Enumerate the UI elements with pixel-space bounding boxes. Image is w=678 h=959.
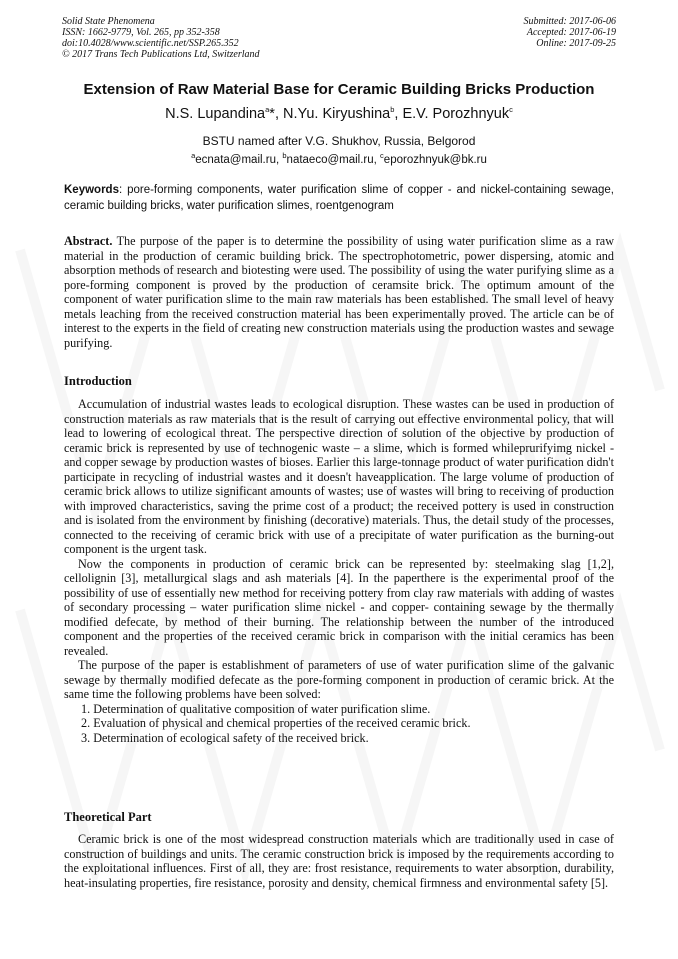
theoretical-body: [64, 832, 614, 890]
email-link[interactable]: eporozhnyuk@bk.ru: [383, 154, 487, 166]
author-superscript: c: [509, 105, 513, 115]
list-item: 3. Determination of ecological safety of the received brick.: [81, 730, 369, 745]
abstract-label: Abstract.: [64, 234, 113, 248]
paragraph: Now the components in production of ceramic brick can be represented by: steelmaking slag [1,2], cellolignin [3], metallurgical slags and ash materials [4]. In the paperthere is the experimental proof of the possibility of use of essentially new method for receiving pottery from clay raw materials with adding of wastes of secondary processing – water purification slime nickel - and copper- containing sewage by the thermally modified defecate, by method of their burning. The relationship between the number of the introduced component and the properties of the received ceramic brick in comparison with the initial ceramics has been revealed.: [64, 556, 614, 658]
corresponding-mark: *: [269, 106, 275, 122]
list-item: 1. Determination of qualitative composition of water purification slime.: [81, 701, 431, 716]
publication-dates: [524, 16, 617, 49]
abstract-text: The purpose of the paper is to determine the possibility of using water purification slime as a raw material in the production of ceramic building brick. The spectrophotometric, power dispersing, atomic and absorption methods of research and biotesting were used. The possibility of using the water purifying slime as a pore-forming component is proved by the production of ceramsite brick. The optimum amount of the component of water purification slime to the main raw materials has been established. The small level of heavy metals leaching from the received construction material has been experimentally proved. The article can be of interest to the experts in the field of creating new construction materials using the production wastes and sewage purifying.: [64, 234, 614, 350]
doi-line: doi:10.4028/www.scientific.net/SSP.265.352: [62, 38, 239, 49]
online-date: Online: 2017-09-25: [536, 38, 616, 49]
paragraph: Ceramic brick is one of the most widespread construction materials which are traditionally used in case of construction of buildings and units. The ceramic construction brick is imposed by the requirements according to the exploitational influences. First of all, they are: frost resistance, requirements to water absorption, durability, heat-insulating properties, fire resistance, porosity and density, chemical firmness and environmental safety [5].: [64, 832, 614, 890]
author-name: N.Yu. Kiryushina: [283, 106, 391, 122]
email-link[interactable]: ecnata@mail.ru: [195, 154, 276, 166]
paragraph: Accumulation of industrial wastes leads to ecological disruption. These wastes can be used in production of construction materials as raw materials that is the result of carrying out effective environmental policy, that will lead to lowering of ecological threat. The perspective direction of solution of the objective by production of ceramic brick is represented by use of technogenic waste – a slime, which is formed whileprurifyimg nickel - and copper sewage by production wastes of bioses. Earlier this large-tonnage product of water purification didn't participate in recycling of industrial wastes and it doesn't haveapplication. The large volume of production of ceramic brick allows to utilize significant amounts of wastes; use of wastes will bring to receiving of production with improved characteristics, saving the prime cost of a product; the received pottery is used in construction and is isolated from the environment by finishing (decorative) materials. Thus, the detail study of the processes, connected to the receiving of ceramic brick with use of a precipitate of water purification as the burning-out component is the urgent task.: [64, 397, 614, 556]
author-superscript: a: [265, 105, 270, 115]
abstract: [64, 234, 614, 350]
author-name: N.S. Lupandina: [165, 106, 266, 122]
keywords-label: Keywords: [64, 184, 119, 196]
paragraph: The purpose of the paper is establishment of parameters of use of water purification slime of the galvanic sewage by thermally modified defecate as the pore-forming component in production of ceramic brick. At the same time the following problems have been solved:: [64, 658, 614, 701]
email-link[interactable]: nataeco@mail.ru: [286, 154, 374, 166]
journal-name: Solid State Phenomena: [62, 16, 155, 27]
keywords: [64, 182, 614, 214]
accepted-date: Accepted: 2017-06-19: [526, 27, 616, 38]
keywords-text: : pore-forming components, water purification slime of copper - and nickel-containing sewage, ceramic building bricks, water purification slimes, roentgenogram: [64, 184, 614, 212]
affiliation: BSTU named after V.G. Shukhov, Russia, Belgorod: [202, 134, 476, 148]
issn-line: ISSN: 1662-9779, Vol. 265, pp 352-358: [62, 27, 220, 38]
author-list: N.S. Lupandina$^a$*, N.Yu. Kiryushina$^b$, E.V. Porozhnyuk$^c$: [165, 105, 513, 122]
paper-title: Extension of Raw Material Base for Ceramic Building Bricks Production: [83, 81, 595, 98]
introduction-body: [64, 397, 614, 745]
copyright-line: © 2017 Trans Tech Publications Ltd, Switzerland: [62, 49, 260, 60]
introduction-heading: Introduction: [64, 374, 132, 388]
theoretical-heading: Theoretical Part: [64, 810, 152, 824]
author-superscript: b: [390, 105, 395, 115]
submitted-date: Submitted: 2017-06-06: [523, 16, 616, 27]
author-name: E.V. Porozhnyuk: [402, 106, 510, 122]
email-list: $^a$ecnata@mail.ru, $^b$nataeco@mail.ru, $^c$eporozhnyuk@bk.ru: [191, 151, 487, 166]
list-item: 2. Evaluation of physical and chemical properties of the received ceramic brick.: [81, 716, 471, 730]
journal-info: [62, 16, 260, 60]
